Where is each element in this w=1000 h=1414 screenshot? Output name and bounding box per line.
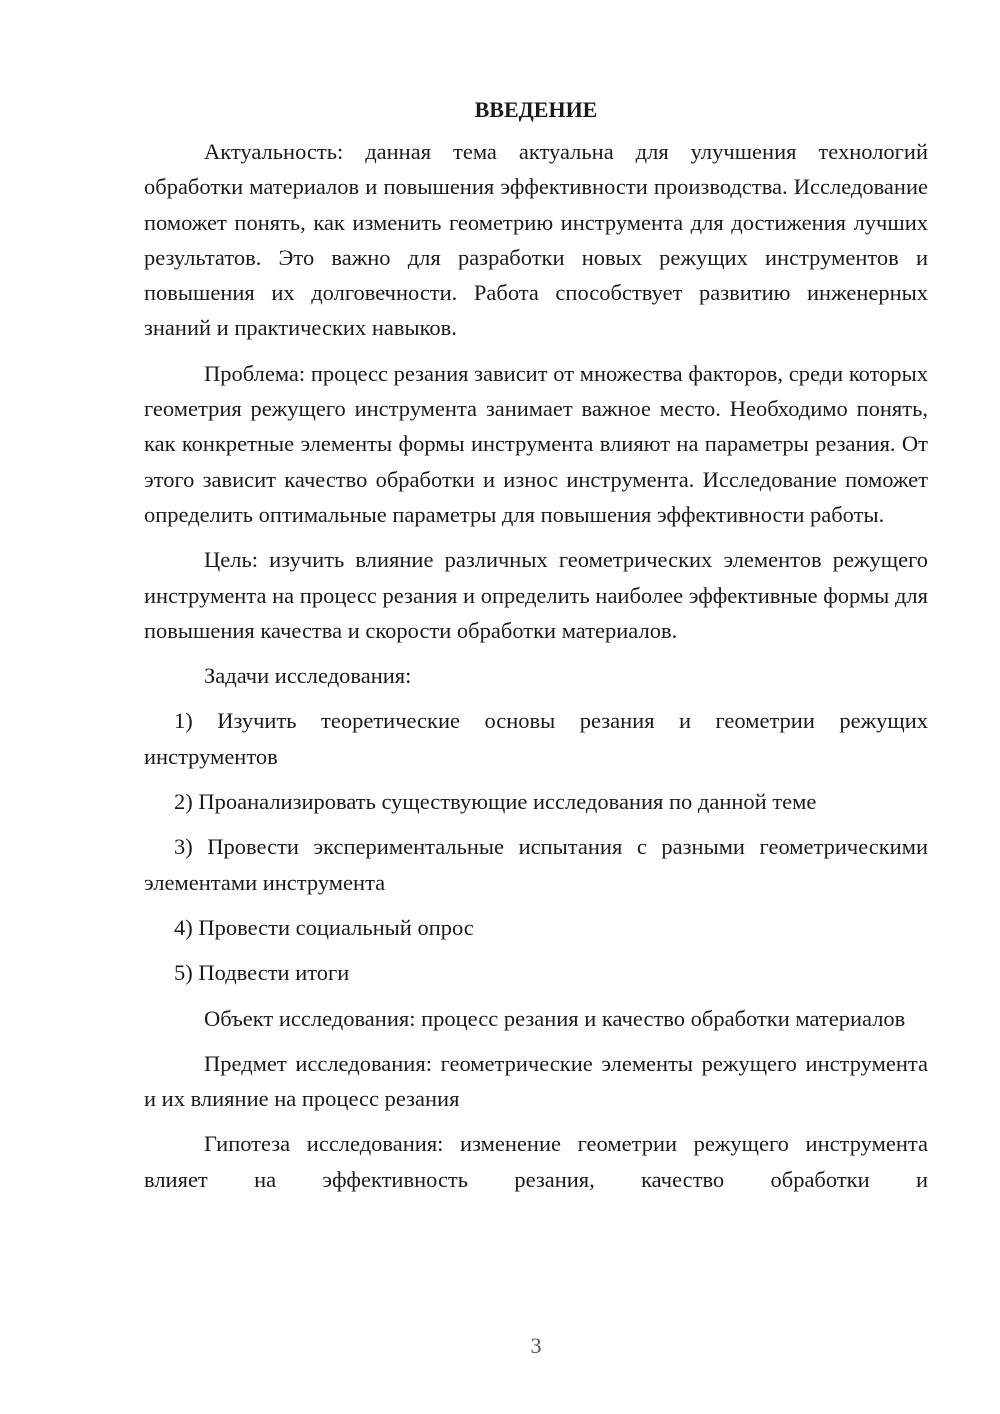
task-item-1: 1) Изучить теоретические основы резания и геометрии режущих инструментов xyxy=(144,708,928,769)
task-item-4: 4) Провести социальный опрос xyxy=(174,914,474,940)
paragraph-problem: Проблема: процесс резания зависит от множества факторов, среди которых геометрия режущего инструмента занимает важное место. Необходимо понять, как конкретные элементы формы инструмента влияют на параметры резания. От этого зависит качество обработки и износ инструмента. Исследование поможет определить оптимальные параметры для повышения эффективности работы. xyxy=(144,360,928,527)
page-content xyxy=(144,92,928,1197)
paragraph-hypothesis: Гипотеза исследования: изменение геометрии режущего инструмента влияет на эффективность резания, качество обработки и xyxy=(144,1131,928,1192)
paragraph-relevance: Актуальность: данная тема актуальна для улучшения технологий обработки материалов и повышения эффективности производства. Исследование поможет понять, как изменить геометрию инструмента для достижения лучших результатов. Это важно для разработки новых режущих инструментов и повышения их долговечности. Работа способствует развитию инженерных знаний и практических навыков. xyxy=(144,139,928,341)
paragraph-object: Объект исследования: процесс резания и качество обработки материалов xyxy=(204,1005,906,1031)
paragraph-subject: Предмет исследования: геометрические элементы режущего инструмента и их влияние на процесс резания xyxy=(144,1050,928,1112)
task-item-3: 3) Провести экспериментальные испытания с разными геометрическими элементами инструмента xyxy=(144,834,928,895)
paragraph-tasks-intro: Задачи исследования: xyxy=(204,663,412,689)
task-item-5: 5) Подвести итоги xyxy=(174,960,350,986)
section-heading: ВВЕДЕНИЕ xyxy=(474,97,598,122)
page-number: 3 xyxy=(530,1333,542,1358)
task-item-2: 2) Проанализировать существующие исследования по данной теме xyxy=(174,789,817,815)
paragraph-goal: Цель: изучить влияние различных геометрических элементов режущего инструмента на процесс резания и определить наиболее эффективные формы для повышения качества и скорости обработки материалов. xyxy=(144,547,928,643)
